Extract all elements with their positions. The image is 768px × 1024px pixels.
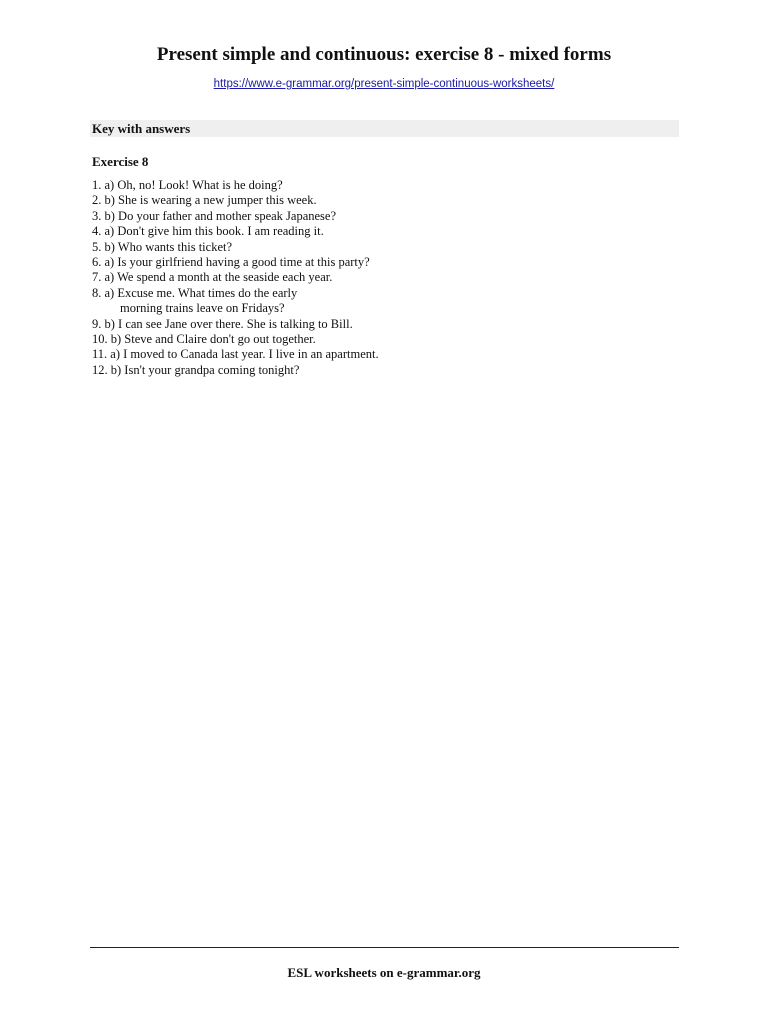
answer-line: 3. b) Do your father and mother speak Japanese? (92, 208, 337, 223)
source-link[interactable]: https://www.e-grammar.org/present-simple-continuous-worksheets/ (213, 78, 555, 90)
answer-line: 4. a) Don't give him this book. I am reading it. (92, 224, 324, 239)
answer-line-continuation: morning trains leave on Fridays? (120, 301, 285, 316)
answer-line: 8. a) Excuse me. What times do the early (92, 285, 298, 300)
answer-list (92, 178, 652, 378)
footer-divider (90, 947, 679, 948)
answer-line: 5. b) Who wants this ticket? (92, 239, 233, 254)
answer-line: 2. b) She is wearing a new jumper this week. (92, 193, 317, 208)
answer-line: 1. a) Oh, no! Look! What is he doing? (92, 178, 283, 192)
answer-line: 11. a) I moved to Canada last year. I live in an apartment. (92, 347, 379, 362)
answer-line: 7. a) We spend a month at the seaside each year. (92, 270, 333, 285)
answer-line: 10. b) Steve and Claire don't go out together. (92, 332, 316, 347)
key-heading-bar (90, 120, 679, 137)
answer-line: 6. a) Is your girlfriend having a good time at this party? (92, 255, 370, 270)
footer-text: ESL worksheets on e-grammar.org (287, 965, 481, 980)
answer-line: 9. b) I can see Jane over there. She is talking to Bill. (92, 316, 353, 331)
exercise-heading: Exercise 8 (92, 154, 149, 169)
key-heading: Key with answers (92, 121, 191, 136)
page-title: Present simple and continuous: exercise 8 - mixed forms (156, 44, 612, 65)
answer-line: 12. b) Isn't your grandpa coming tonight? (92, 362, 300, 377)
